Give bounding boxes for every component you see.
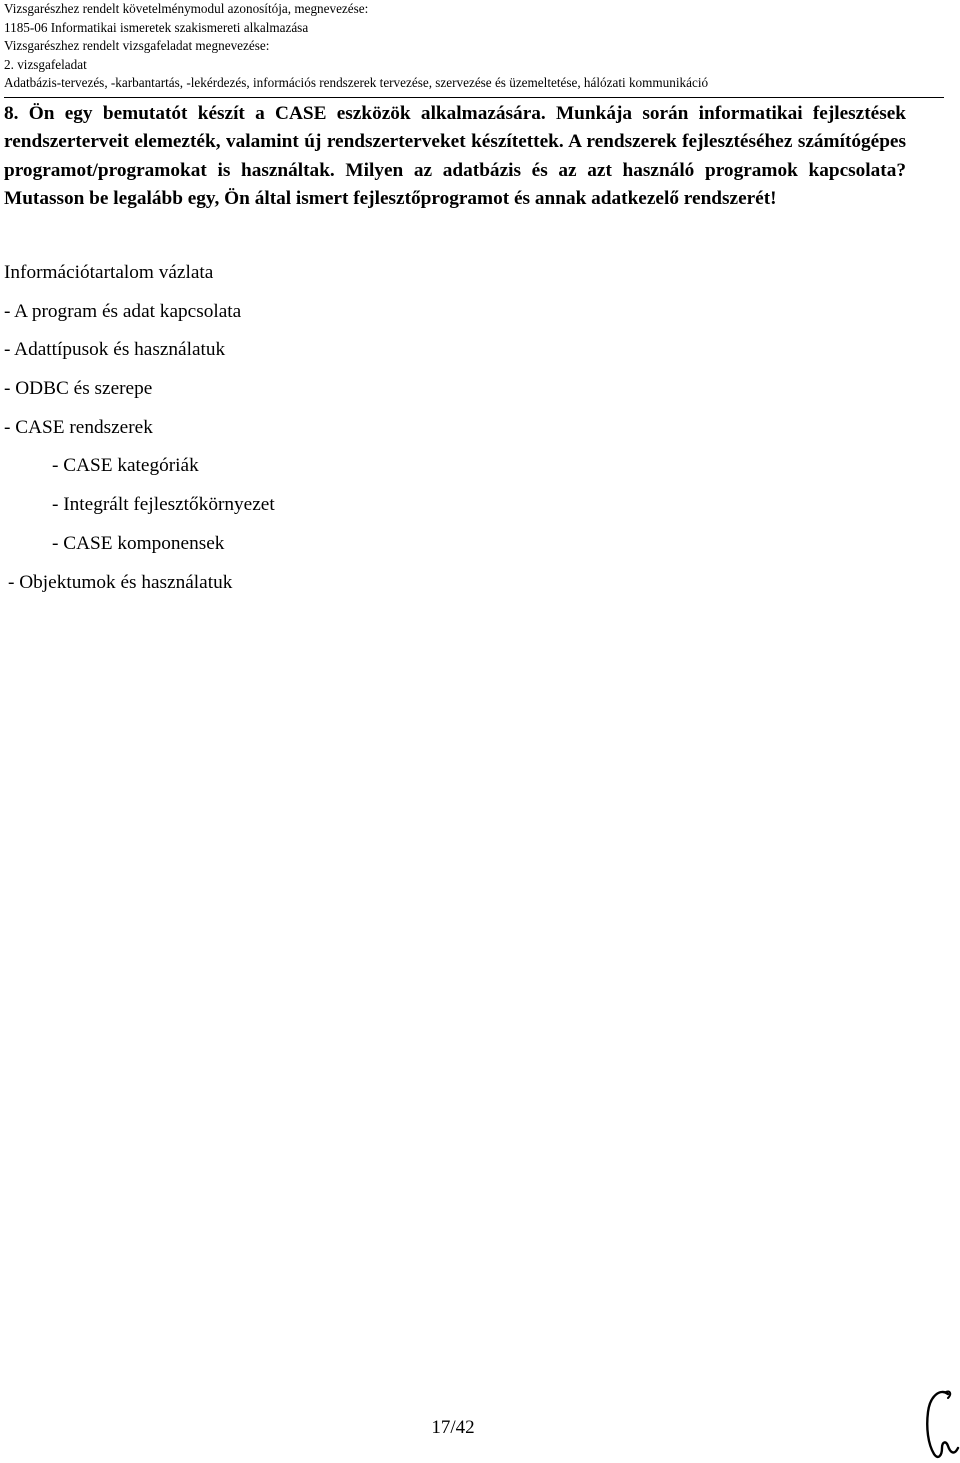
outline-item: - A program és adat kapcsolata: [4, 300, 242, 322]
content-outline: [4, 254, 904, 602]
handwritten-signature: [918, 1382, 960, 1462]
outline-item: - Objektumok és használatuk: [8, 571, 233, 593]
outline-item: - ODBC és szerepe: [4, 378, 153, 400]
outline-subitem: - CASE komponensek: [52, 532, 225, 554]
header-line-module-label: Vizsgarészhez rendelt követelménymodul azonosítója, megnevezése:: [4, 1, 369, 16]
document-header: [4, 0, 944, 98]
exam-question: 8. Ön egy bemutatót készít a CASE eszközök alkalmazására. Munkája során informatikai fejlesztések rendszerterveit elemezték, valamint új rendszerterveket készítettek. A rendszerek fejlesztéséhez számítógépes programot/programokat is használtak. Milyen az adatbázis és az azt használó programok kapcsolata? Mutasson be legalább egy, Ön által ismert fejlesztőprogramot és annak adatkezelő rendszerét!: [4, 103, 906, 210]
header-line-module-name: 1185-06 Informatikai ismeretek szakismereti alkalmazása: [4, 19, 309, 35]
header-line-task-name: Adatbázis-tervezés, -karbantartás, -lekérdezés, információs rendszerek tervezése, szervezése és üzemeltetése, hálózati kommunikáció: [4, 74, 944, 98]
outline-item: - CASE rendszerek: [4, 416, 153, 438]
header-line-task-label: Vizsgarészhez rendelt vizsgafeladat megnevezése:: [4, 38, 270, 54]
outline-subitem: - CASE kategóriák: [52, 455, 199, 477]
outline-subitem: - Integrált fejlesztőkörnyezet: [52, 494, 275, 516]
page-number: 17/42: [431, 1417, 475, 1438]
outline-item: - Adattípusok és használatuk: [4, 339, 226, 361]
outline-title: Információtartalom vázlata: [4, 262, 214, 283]
header-line-task-number: 2. vizsgafeladat: [4, 56, 87, 72]
